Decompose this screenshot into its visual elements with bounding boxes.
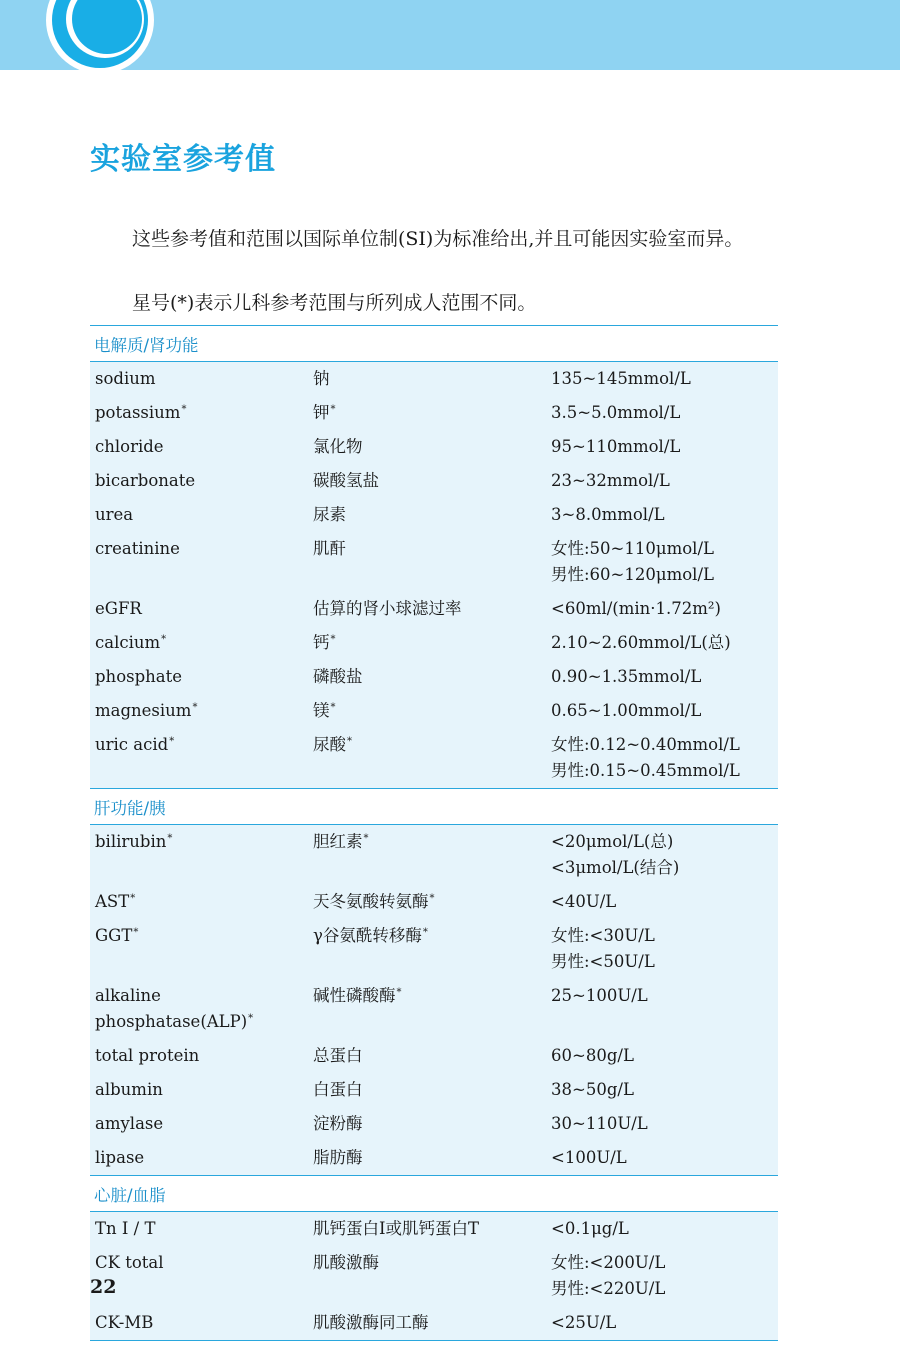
- table-row: [90, 430, 778, 464]
- test-name-zh: [308, 919, 546, 979]
- reference-range-line: <40U/L: [551, 892, 617, 911]
- test-name-en: [90, 626, 308, 660]
- pediatric-asterisk: *: [192, 701, 198, 713]
- test-name-zh: [308, 660, 546, 694]
- test-name-en: [90, 728, 308, 789]
- pediatric-asterisk: *: [330, 701, 336, 713]
- reference-range: [546, 1212, 778, 1247]
- reference-range-line: <25U/L: [551, 1313, 617, 1332]
- reference-range: [546, 498, 778, 532]
- pediatric-asterisk: *: [181, 403, 187, 415]
- reference-range: [546, 1039, 778, 1073]
- reference-range: [546, 626, 778, 660]
- section-header: [90, 326, 778, 362]
- test-name-zh: [308, 1107, 546, 1141]
- table-row: [90, 1246, 778, 1306]
- pediatric-asterisk: *: [167, 832, 173, 844]
- reference-range: [546, 728, 778, 789]
- page-title: 实验室参考值: [90, 142, 276, 177]
- test-name-zh: [308, 532, 546, 592]
- test-name-zh-text: 磷酸盐: [313, 667, 363, 686]
- reference-range: [546, 825, 778, 886]
- pediatric-asterisk: *: [363, 832, 369, 844]
- test-name-zh: [308, 825, 546, 886]
- test-name-zh-text: 白蛋白: [313, 1080, 363, 1099]
- reference-range: [546, 396, 778, 430]
- test-name-zh: [308, 1306, 546, 1341]
- reference-range-line: 男性:60~120μmol/L: [551, 565, 714, 584]
- test-name-zh-text: 钙: [313, 633, 330, 652]
- reference-range: [546, 1107, 778, 1141]
- reference-range-line: 3.5~5.0mmol/L: [551, 403, 681, 422]
- table-row: [90, 464, 778, 498]
- table-row: [90, 728, 778, 789]
- reference-range-line: <0.1μg/L: [551, 1219, 629, 1238]
- reference-range: [546, 532, 778, 592]
- test-name-en-text: eGFR: [95, 599, 142, 618]
- test-name-zh-text: 胆红素: [313, 832, 363, 851]
- test-name-en-text: creatinine: [95, 539, 180, 558]
- header-band: [0, 0, 900, 70]
- intro-paragraph: 这些参考值和范围以国际单位制(SI)为标准给出,并且可能因实验室而异。: [132, 228, 744, 250]
- table-row: [90, 1073, 778, 1107]
- test-name-en-text: sodium: [95, 369, 156, 388]
- reference-range-line: <100U/L: [551, 1148, 627, 1167]
- reference-range-line: <20μmol/L(总): [551, 832, 674, 851]
- reference-values-table: [90, 325, 778, 1341]
- test-name-zh-text: 天冬氨酸转氨酶: [313, 892, 429, 911]
- test-name-zh-text: γ谷氨酰转移酶: [313, 926, 422, 945]
- reference-range: [546, 694, 778, 728]
- section-header: [90, 789, 778, 825]
- test-name-en: [90, 1141, 308, 1176]
- test-name-zh: [308, 430, 546, 464]
- test-name-zh: [308, 464, 546, 498]
- reference-range: [546, 979, 778, 1039]
- reference-range-line: 0.90~1.35mmol/L: [551, 667, 702, 686]
- test-name-en: [90, 660, 308, 694]
- test-name-en: [90, 362, 308, 397]
- reference-range: [546, 919, 778, 979]
- table-row: [90, 885, 778, 919]
- test-name-en-text: albumin: [95, 1080, 163, 1099]
- test-name-en: [90, 532, 308, 592]
- test-name-en: [90, 1107, 308, 1141]
- test-name-zh-text: 钠: [313, 369, 330, 388]
- reference-range-line: 95~110mmol/L: [551, 437, 681, 456]
- reference-range: [546, 1141, 778, 1176]
- table-row: [90, 362, 778, 397]
- test-name-zh: [308, 694, 546, 728]
- test-name-en: [90, 430, 308, 464]
- table-row: [90, 532, 778, 592]
- test-name-zh: [308, 592, 546, 626]
- test-name-en-text: Tn I / T: [95, 1219, 156, 1238]
- test-name-en-text: AST: [95, 892, 130, 911]
- reference-range: [546, 1306, 778, 1341]
- table-row: [90, 825, 778, 886]
- test-name-en-text: bilirubin: [95, 832, 167, 851]
- test-name-en-text: CK total: [95, 1253, 164, 1272]
- test-name-en-text: total protein: [95, 1046, 200, 1065]
- test-name-en-text: phosphate: [95, 667, 183, 686]
- test-name-zh-text: 氯化物: [313, 437, 363, 456]
- test-name-zh-text: 碱性磷酸酶: [313, 986, 396, 1005]
- reference-range-line: 23~32mmol/L: [551, 471, 670, 490]
- test-name-en: [90, 498, 308, 532]
- reference-range-line: 女性:50~110μmol/L: [551, 539, 714, 558]
- test-name-en: [90, 979, 308, 1039]
- reference-range: [546, 1073, 778, 1107]
- test-name-en: [90, 1306, 308, 1341]
- intro-note: 星号(*)表示儿科参考范围与所列成人范围不同。: [132, 292, 537, 314]
- test-name-en-text: lipase: [95, 1148, 145, 1167]
- test-name-en: [90, 919, 308, 979]
- test-name-en-text: alkaline phosphatase(ALP): [95, 986, 248, 1031]
- test-name-zh: [308, 362, 546, 397]
- pediatric-asterisk: *: [347, 735, 352, 747]
- table-row: [90, 694, 778, 728]
- pediatric-asterisk: *: [396, 986, 402, 998]
- test-name-en: [90, 694, 308, 728]
- table-row: [90, 1039, 778, 1073]
- pediatric-asterisk: *: [161, 633, 167, 645]
- test-name-en: [90, 464, 308, 498]
- test-name-en: [90, 1212, 308, 1247]
- test-name-en-text: bicarbonate: [95, 471, 196, 490]
- test-name-zh: [308, 1073, 546, 1107]
- test-name-zh: [308, 1039, 546, 1073]
- reference-range-line: 男性:<50U/L: [551, 952, 655, 971]
- reference-range-line: 男性:0.15~0.45mmol/L: [551, 761, 740, 780]
- reference-range-line: 60~80g/L: [551, 1046, 634, 1065]
- reference-range-line: 25~100U/L: [551, 986, 648, 1005]
- table-row: [90, 660, 778, 694]
- pediatric-asterisk: *: [133, 926, 139, 938]
- test-name-en-text: magnesium: [95, 701, 192, 720]
- test-name-zh-text: 碳酸氢盐: [313, 471, 379, 490]
- table-row: [90, 1141, 778, 1176]
- pediatric-asterisk: *: [422, 926, 428, 938]
- test-name-zh-text: 钾: [313, 403, 330, 422]
- test-name-zh: [308, 498, 546, 532]
- test-name-en: [90, 885, 308, 919]
- reference-range-line: 3~8.0mmol/L: [551, 505, 665, 524]
- table-row: [90, 1212, 778, 1247]
- test-name-zh-text: 肌酸激酶: [313, 1253, 379, 1272]
- pediatric-asterisk: *: [330, 403, 336, 415]
- reference-range: [546, 885, 778, 919]
- test-name-zh-text: 淀粉酶: [313, 1114, 363, 1133]
- test-name-en-text: CK-MB: [95, 1313, 154, 1332]
- test-name-zh-text: 脂肪酶: [313, 1148, 363, 1167]
- reference-range-line: 男性:<220U/L: [551, 1279, 666, 1298]
- test-name-zh: [308, 728, 546, 789]
- test-name-zh: [308, 626, 546, 660]
- reference-range-line: 2.10~2.60mmol/L(总): [551, 633, 731, 652]
- pediatric-asterisk: *: [429, 892, 435, 904]
- table-row: [90, 626, 778, 660]
- reference-range-line: 38~50g/L: [551, 1080, 634, 1099]
- test-name-en-text: amylase: [95, 1114, 164, 1133]
- section-title: 电解质/肾功能: [90, 326, 778, 362]
- test-name-en: [90, 592, 308, 626]
- pediatric-asterisk: *: [130, 892, 136, 904]
- pediatric-asterisk: *: [248, 1012, 254, 1024]
- pediatric-asterisk: *: [330, 633, 336, 645]
- test-name-en-text: calcium: [95, 633, 161, 652]
- test-name-zh-text: 肌酸激酶同工酶: [313, 1313, 429, 1332]
- test-name-en-text: chloride: [95, 437, 164, 456]
- test-name-zh-text: 镁: [313, 701, 330, 720]
- reference-range: [546, 464, 778, 498]
- reference-range-line: 0.65~1.00mmol/L: [551, 701, 702, 720]
- table-row: [90, 1107, 778, 1141]
- test-name-en-text: urea: [95, 505, 134, 524]
- pediatric-asterisk: *: [169, 735, 175, 747]
- test-name-zh-text: 肌钙蛋白I或肌钙蛋白T: [313, 1219, 480, 1238]
- page-number: 22: [90, 1276, 117, 1298]
- table-row: [90, 396, 778, 430]
- reference-range-line: 女性:0.12~0.40mmol/L: [551, 735, 740, 754]
- test-name-zh: [308, 396, 546, 430]
- test-name-zh-text: 总蛋白: [313, 1046, 363, 1065]
- reference-range-line: <3μmol/L(结合): [551, 858, 680, 877]
- section-title: 心脏/血脂: [90, 1176, 778, 1212]
- table-row: [90, 979, 778, 1039]
- section-title: 肝功能/胰: [90, 789, 778, 825]
- test-name-zh: [308, 885, 546, 919]
- test-name-zh: [308, 1246, 546, 1306]
- test-name-en: [90, 1246, 308, 1306]
- test-name-zh-text: 尿酸: [313, 735, 346, 754]
- reference-range-line: 30~110U/L: [551, 1114, 648, 1133]
- test-name-zh-text: 估算的肾小球滤过率: [313, 599, 462, 618]
- section-header: [90, 1176, 778, 1212]
- reference-range: [546, 1246, 778, 1306]
- test-name-en: [90, 825, 308, 886]
- test-name-zh-text: 尿素: [313, 505, 346, 524]
- test-name-en-text: GGT: [95, 926, 133, 945]
- test-name-en-text: potassium: [95, 403, 181, 422]
- reference-range-line: 女性:<30U/L: [551, 926, 655, 945]
- table-row: [90, 498, 778, 532]
- test-name-en: [90, 1073, 308, 1107]
- reference-range: [546, 430, 778, 464]
- table-row: [90, 1306, 778, 1341]
- reference-range: [546, 660, 778, 694]
- test-name-en: [90, 1039, 308, 1073]
- reference-range: [546, 592, 778, 626]
- test-name-zh: [308, 1212, 546, 1247]
- test-name-zh: [308, 979, 546, 1039]
- reference-range-line: 女性:<200U/L: [551, 1253, 666, 1272]
- table-row: [90, 592, 778, 626]
- test-name-en: [90, 396, 308, 430]
- table-row: [90, 919, 778, 979]
- test-name-en-text: uric acid: [95, 735, 169, 754]
- reference-range-line: 135~145mmol/L: [551, 369, 691, 388]
- reference-range-line: <60ml/(min·1.72m²): [551, 599, 721, 618]
- test-name-zh: [308, 1141, 546, 1176]
- reference-range: [546, 362, 778, 397]
- test-name-zh-text: 肌酐: [313, 539, 346, 558]
